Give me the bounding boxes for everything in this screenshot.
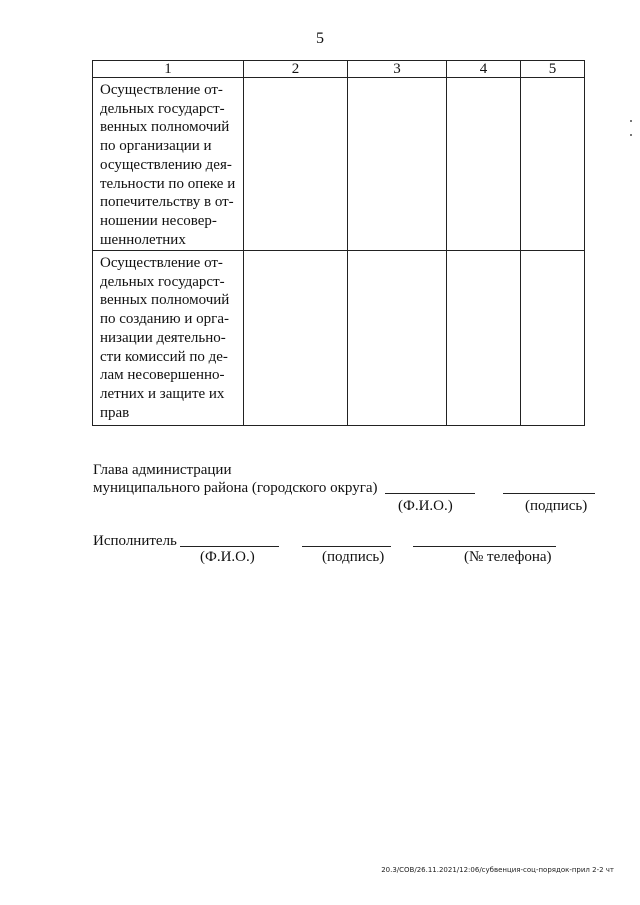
column-header-4: 4 bbox=[447, 61, 521, 78]
executor-fio-line bbox=[180, 546, 279, 547]
empty-cell bbox=[521, 251, 585, 426]
empty-cell bbox=[348, 251, 447, 426]
head-title-line1: Глава администрации bbox=[93, 462, 232, 478]
executor-fio-caption: (Ф.И.О.) bbox=[200, 549, 255, 565]
empty-cell bbox=[348, 78, 447, 251]
empty-cell bbox=[521, 78, 585, 251]
head-signature-caption: (подпись) bbox=[525, 498, 588, 514]
head-fio-caption: (Ф.И.О.) bbox=[398, 498, 453, 514]
head-signature-line bbox=[503, 493, 595, 494]
head-title-line2: муниципального района (городского округа) bbox=[93, 480, 378, 496]
scan-mark bbox=[630, 120, 632, 122]
page-number: 5 bbox=[316, 30, 324, 47]
table-header-row bbox=[93, 61, 585, 78]
column-header-1: 1 bbox=[93, 61, 244, 78]
empty-cell bbox=[447, 78, 521, 251]
scan-mark bbox=[630, 134, 632, 136]
empty-cell bbox=[244, 78, 348, 251]
column-header-5: 5 bbox=[521, 61, 585, 78]
executor-label: Исполнитель bbox=[93, 533, 177, 549]
executor-signature-caption: (подпись) bbox=[322, 549, 385, 565]
executor-phone-caption: (№ телефона) bbox=[464, 549, 552, 565]
empty-cell bbox=[244, 251, 348, 426]
row-description-cell bbox=[93, 78, 244, 251]
head-fio-line bbox=[385, 493, 475, 494]
empty-cell bbox=[447, 251, 521, 426]
row-description-text: Осуществление от- дельных государст- венных полномочий по созданию и орга- низации деятельно- сти комиссий по де- лам несовершенно- летних и защите их прав bbox=[100, 255, 230, 421]
column-header-2: 2 bbox=[244, 61, 348, 78]
table-row bbox=[93, 251, 585, 426]
table-row bbox=[93, 78, 585, 251]
footer-document-code: 20.3/СОВ/26.11.2021/12:06/субвенция-соц-порядок-прил 2-2 чт bbox=[381, 866, 614, 874]
executor-signature-line bbox=[302, 546, 391, 547]
row-description-text: Осуществление от- дельных государст- венных полномочий по организации и осуществлению дея- тельности по опеке и попечительству в от- ношении несовер- шеннолетних bbox=[100, 82, 236, 248]
column-header-3: 3 bbox=[348, 61, 447, 78]
executor-phone-line bbox=[413, 546, 556, 547]
row-description-cell bbox=[93, 251, 244, 426]
data-table bbox=[92, 60, 585, 426]
